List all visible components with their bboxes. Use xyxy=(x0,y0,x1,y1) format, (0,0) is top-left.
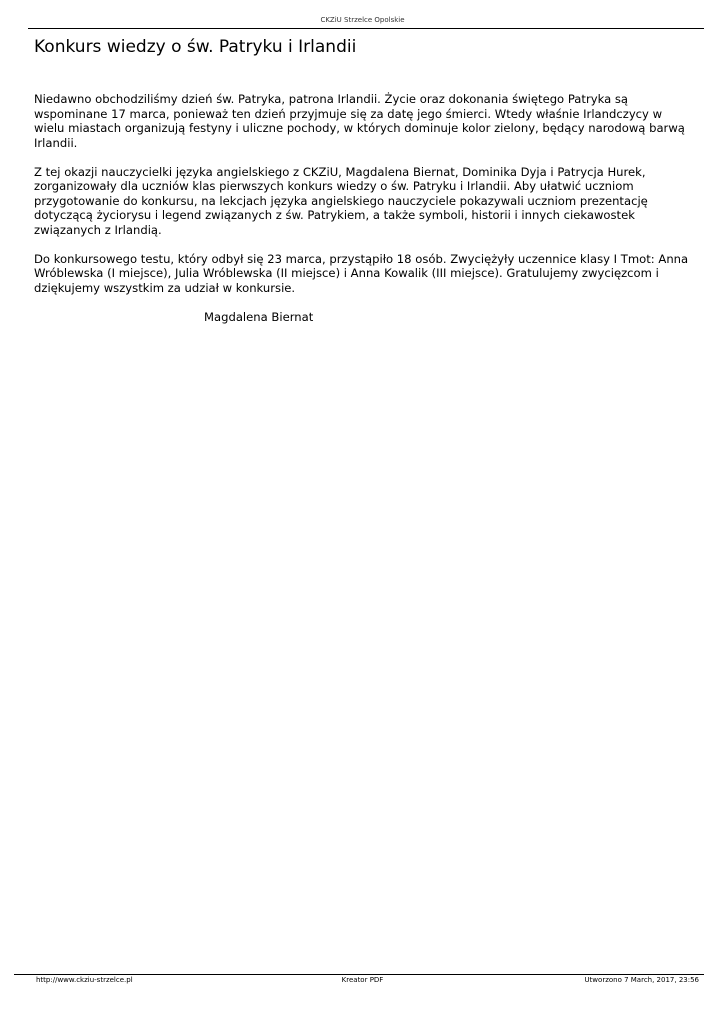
article-paragraph-3: Do konkursowego testu, który odbył się 23 marca, przystąpiło 18 osób. Zwyciężyły uczennice klasy I Tmot: Anna Wróblewska (I miejsce), Julia Wróblewska (II miejsce) i Anna Kowalik (III miejsce). Gratulujemy zwycięzcom i dziękujemy wszystkim za udział w konkursie. xyxy=(34,251,689,295)
article-body xyxy=(34,92,696,339)
footer-generator: Kreator PDF xyxy=(341,976,384,984)
footer-url-link[interactable]: http://www.ckziu-strzelce.pl xyxy=(36,976,133,984)
article-paragraph-2: Z tej okazji nauczycielki języka angielskiego z CKZiU, Magdalena Biernat, Dominika Dyja i Patrycja Hurek, zorganizowały dla uczniów klas pierwszych konkurs wiedzy o św. Patryku i Irlandii. Aby ułatwić uczniom przygotowanie do konkursu, na lekcjach języka angielskiego nauczyciele pokazywali uczniom prezentację dotyczącą życiorysu i legend związanych z św. Patrykiem, a także symboli, historii i innych ciekawostek związanych z Irlandią. xyxy=(34,164,648,237)
page-footer xyxy=(0,976,725,988)
article-signature: Magdalena Biernat xyxy=(204,309,314,324)
page-header-site-name: CKZiU Strzelce Opolskie xyxy=(320,16,405,24)
article-paragraph-1: Niedawno obchodziliśmy dzień św. Patryka, patrona Irlandii. Życie oraz dokonania świętego Patryka są wspominane 17 marca, ponieważ ten dzień przyjmuje się za datę jego śmierci. Wtedy właśnie Irlandczycy w wielu miastach organizują festyny i uliczne pochody, w których dominuje kolor zielony, będący narodową barwą Irlandii. xyxy=(34,92,685,150)
article-title: Konkurs wiedzy o św. Patryku i Irlandii xyxy=(34,37,357,57)
footer-created-date: Utworzono 7 March, 2017, 23:56 xyxy=(584,976,699,984)
footer-divider xyxy=(14,974,704,975)
header-divider xyxy=(28,28,704,29)
